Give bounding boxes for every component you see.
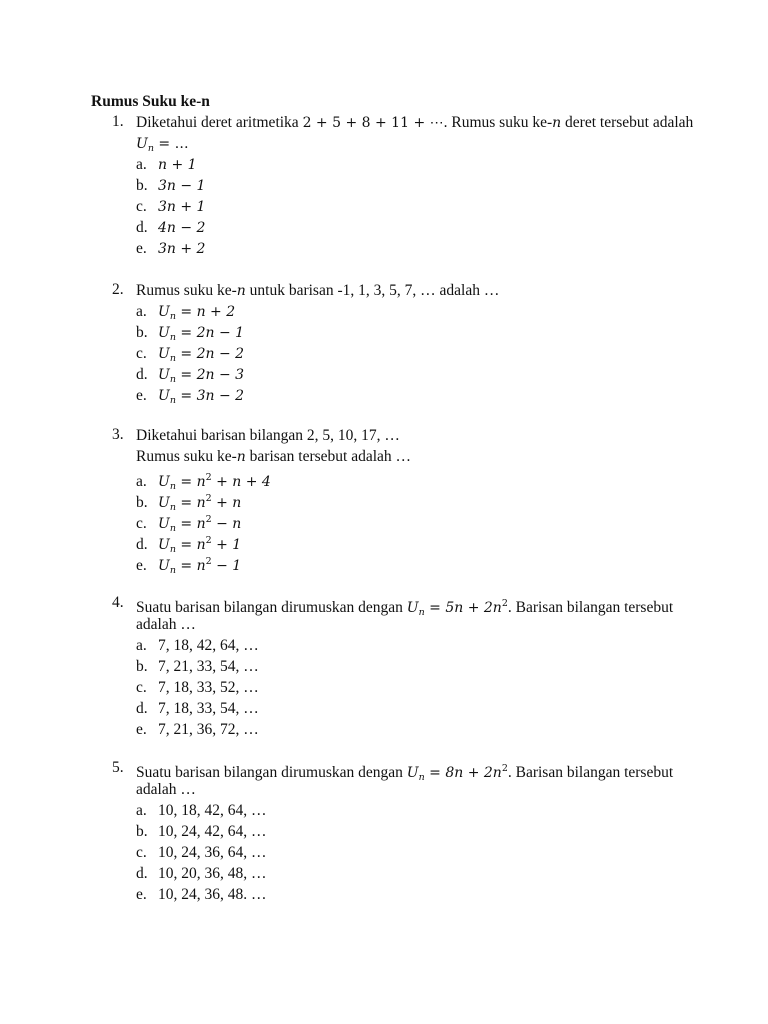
- option-text: = n: [175, 495, 206, 511]
- option-text: 10, 18, 42, 64, …: [158, 802, 267, 819]
- option-letter: d.: [136, 219, 148, 236]
- option-text: 3n + 1: [158, 199, 206, 215]
- math-variable: n: [236, 283, 246, 299]
- option-letter: b.: [136, 823, 148, 840]
- option-letter: c.: [136, 515, 147, 532]
- option-text: 7, 21, 36, 72, …: [158, 721, 259, 738]
- option-d[interactable]: [136, 864, 267, 884]
- option-letter: e.: [136, 886, 147, 903]
- math-superscript: 2: [205, 514, 212, 525]
- option-text: 10, 24, 36, 48. …: [158, 886, 267, 903]
- question-text-part: Suatu barisan bilangan dirumuskan dengan: [136, 599, 407, 616]
- math-subscript: n: [169, 523, 176, 534]
- option-letter: d.: [136, 536, 148, 553]
- option-d[interactable]: [136, 699, 259, 719]
- option-text: 10, 24, 36, 64, …: [158, 844, 267, 861]
- option-letter: b.: [136, 494, 148, 511]
- question-text-line2: [136, 447, 411, 467]
- question-number: 5.: [112, 759, 124, 776]
- option-d[interactable]: [136, 218, 205, 238]
- question-text-part: . Barisan bilangan tersebut: [507, 764, 674, 781]
- option-b[interactable]: [136, 176, 205, 196]
- option-letter: b.: [136, 324, 148, 341]
- option-text: 10, 20, 36, 48, …: [158, 865, 267, 882]
- option-letter: b.: [136, 177, 148, 194]
- math-subscript: n: [169, 332, 176, 343]
- question-text-part: Diketahui deret aritmetika: [136, 114, 303, 131]
- question-text: [136, 759, 673, 788]
- option-text: 7, 18, 33, 54, …: [158, 700, 259, 717]
- question-text-part: . Barisan bilangan tersebut: [507, 599, 674, 616]
- math-subscript: n: [169, 544, 176, 555]
- math-subscript: n: [169, 481, 176, 492]
- math-expression: = 5n + 2n: [424, 600, 502, 616]
- question-text: [136, 113, 693, 133]
- math-superscript: 2: [205, 493, 212, 504]
- math-subscript: n: [169, 502, 176, 513]
- option-e[interactable]: [136, 552, 241, 581]
- option-text: 7, 18, 33, 52, …: [158, 679, 259, 696]
- question-text: [136, 281, 499, 301]
- math-subscript: n: [147, 143, 154, 154]
- math-variable: U: [136, 136, 148, 152]
- option-letter: c.: [136, 679, 147, 696]
- math-variable: U: [158, 325, 170, 341]
- math-subscript: n: [169, 353, 176, 364]
- question-text: [136, 594, 673, 623]
- math-expression: = …: [153, 136, 189, 152]
- math-subscript: n: [418, 607, 425, 618]
- option-letter: d.: [136, 865, 148, 882]
- option-text: = n: [175, 537, 206, 553]
- option-text: 3n − 1: [158, 178, 206, 194]
- option-letter: d.: [136, 366, 148, 383]
- option-text: = 2n − 2: [175, 346, 245, 362]
- question-text-part: Rumus suku ke-: [136, 282, 237, 299]
- option-text: 7, 21, 33, 54, …: [158, 658, 259, 675]
- option-e[interactable]: [136, 239, 205, 259]
- question-number: 4.: [112, 594, 124, 611]
- option-text: = n + 2: [175, 304, 236, 320]
- math-subscript: n: [169, 311, 176, 322]
- option-text: 3n + 2: [158, 241, 206, 257]
- question-number: 1.: [112, 113, 124, 130]
- math-variable: U: [158, 516, 170, 532]
- question-text-line2: adalah …: [136, 616, 196, 633]
- option-c[interactable]: [136, 197, 205, 217]
- option-text: 4n − 2: [158, 220, 206, 236]
- math-variable: U: [158, 474, 170, 490]
- option-e[interactable]: [136, 720, 259, 740]
- option-text: + n: [211, 495, 242, 511]
- math-subscript: n: [169, 395, 176, 406]
- question-text: Diketahui barisan bilangan 2, 5, 10, 17, …: [136, 427, 400, 444]
- option-text: + n + 4: [211, 474, 271, 490]
- option-c[interactable]: [136, 843, 267, 863]
- option-c[interactable]: [136, 678, 259, 698]
- math-subscript: n: [418, 772, 425, 783]
- math-superscript: 2: [205, 472, 212, 483]
- option-a[interactable]: [136, 636, 259, 656]
- option-e[interactable]: [136, 386, 244, 411]
- option-letter: e.: [136, 240, 147, 257]
- option-text: = n: [175, 516, 206, 532]
- question-number: 3.: [112, 426, 124, 443]
- question-text-part: deret tersebut adalah: [561, 114, 694, 131]
- question-text-part: Suatu barisan bilangan dirumuskan dengan: [136, 764, 407, 781]
- option-text: = n: [175, 474, 206, 490]
- math-subscript: n: [169, 374, 176, 385]
- option-text: = n: [175, 558, 206, 574]
- math-superscript: 2: [501, 763, 508, 774]
- math-expression: = 8n + 2n: [424, 765, 502, 781]
- option-letter: c.: [136, 198, 147, 215]
- option-text: + 1: [211, 537, 242, 553]
- option-a[interactable]: [136, 155, 197, 175]
- option-a[interactable]: [136, 801, 267, 821]
- math-variable: n: [236, 449, 246, 465]
- option-letter: e.: [136, 721, 147, 738]
- question-text-part: Rumus suku ke-: [136, 448, 237, 465]
- option-letter: a.: [136, 802, 147, 819]
- math-variable: U: [406, 600, 419, 616]
- question-number: 2.: [112, 281, 124, 298]
- question-text-part: . Rumus suku ke-: [443, 114, 553, 131]
- option-letter: b.: [136, 658, 148, 675]
- option-letter: a.: [136, 156, 147, 173]
- math-variable: n: [552, 115, 562, 131]
- option-letter: a.: [136, 637, 147, 654]
- question-text-part: barisan tersebut adalah …: [245, 448, 412, 465]
- document-title: Rumus Suku ke-n: [91, 93, 210, 110]
- option-text: n + 1: [158, 157, 197, 173]
- math-variable: U: [158, 346, 170, 362]
- math-variable: U: [158, 388, 170, 404]
- math-variable: U: [158, 367, 170, 383]
- option-letter: a.: [136, 303, 147, 320]
- question-text-part: untuk barisan -1, 1, 3, 5, 7, … adalah …: [245, 282, 500, 299]
- option-b[interactable]: [136, 822, 267, 842]
- option-letter: e.: [136, 387, 147, 404]
- option-text: = 3n − 2: [175, 388, 245, 404]
- option-letter: d.: [136, 700, 148, 717]
- option-text: − 1: [211, 558, 242, 574]
- math-variable: U: [158, 558, 170, 574]
- option-letter: c.: [136, 345, 147, 362]
- option-text: − n: [211, 516, 242, 532]
- option-letter: e.: [136, 557, 147, 574]
- option-b[interactable]: [136, 657, 259, 677]
- math-variable: U: [158, 537, 170, 553]
- option-e[interactable]: [136, 885, 267, 905]
- option-letter: c.: [136, 844, 147, 861]
- math-variable: U: [158, 495, 170, 511]
- math-variable: U: [158, 304, 170, 320]
- option-text: 7, 18, 42, 64, …: [158, 637, 259, 654]
- option-letter: a.: [136, 473, 147, 490]
- math-subscript: n: [169, 565, 176, 576]
- option-text: 10, 24, 42, 64, …: [158, 823, 267, 840]
- math-expression: 2 + 5 + 8 + 11 + ⋯: [302, 115, 444, 131]
- option-text: = 2n − 3: [175, 367, 245, 383]
- math-superscript: 2: [205, 556, 212, 567]
- math-superscript: 2: [501, 598, 508, 609]
- question-text-line2: adalah …: [136, 781, 196, 798]
- math-superscript: 2: [205, 535, 212, 546]
- option-text: = 2n − 1: [175, 325, 245, 341]
- math-variable: U: [406, 765, 419, 781]
